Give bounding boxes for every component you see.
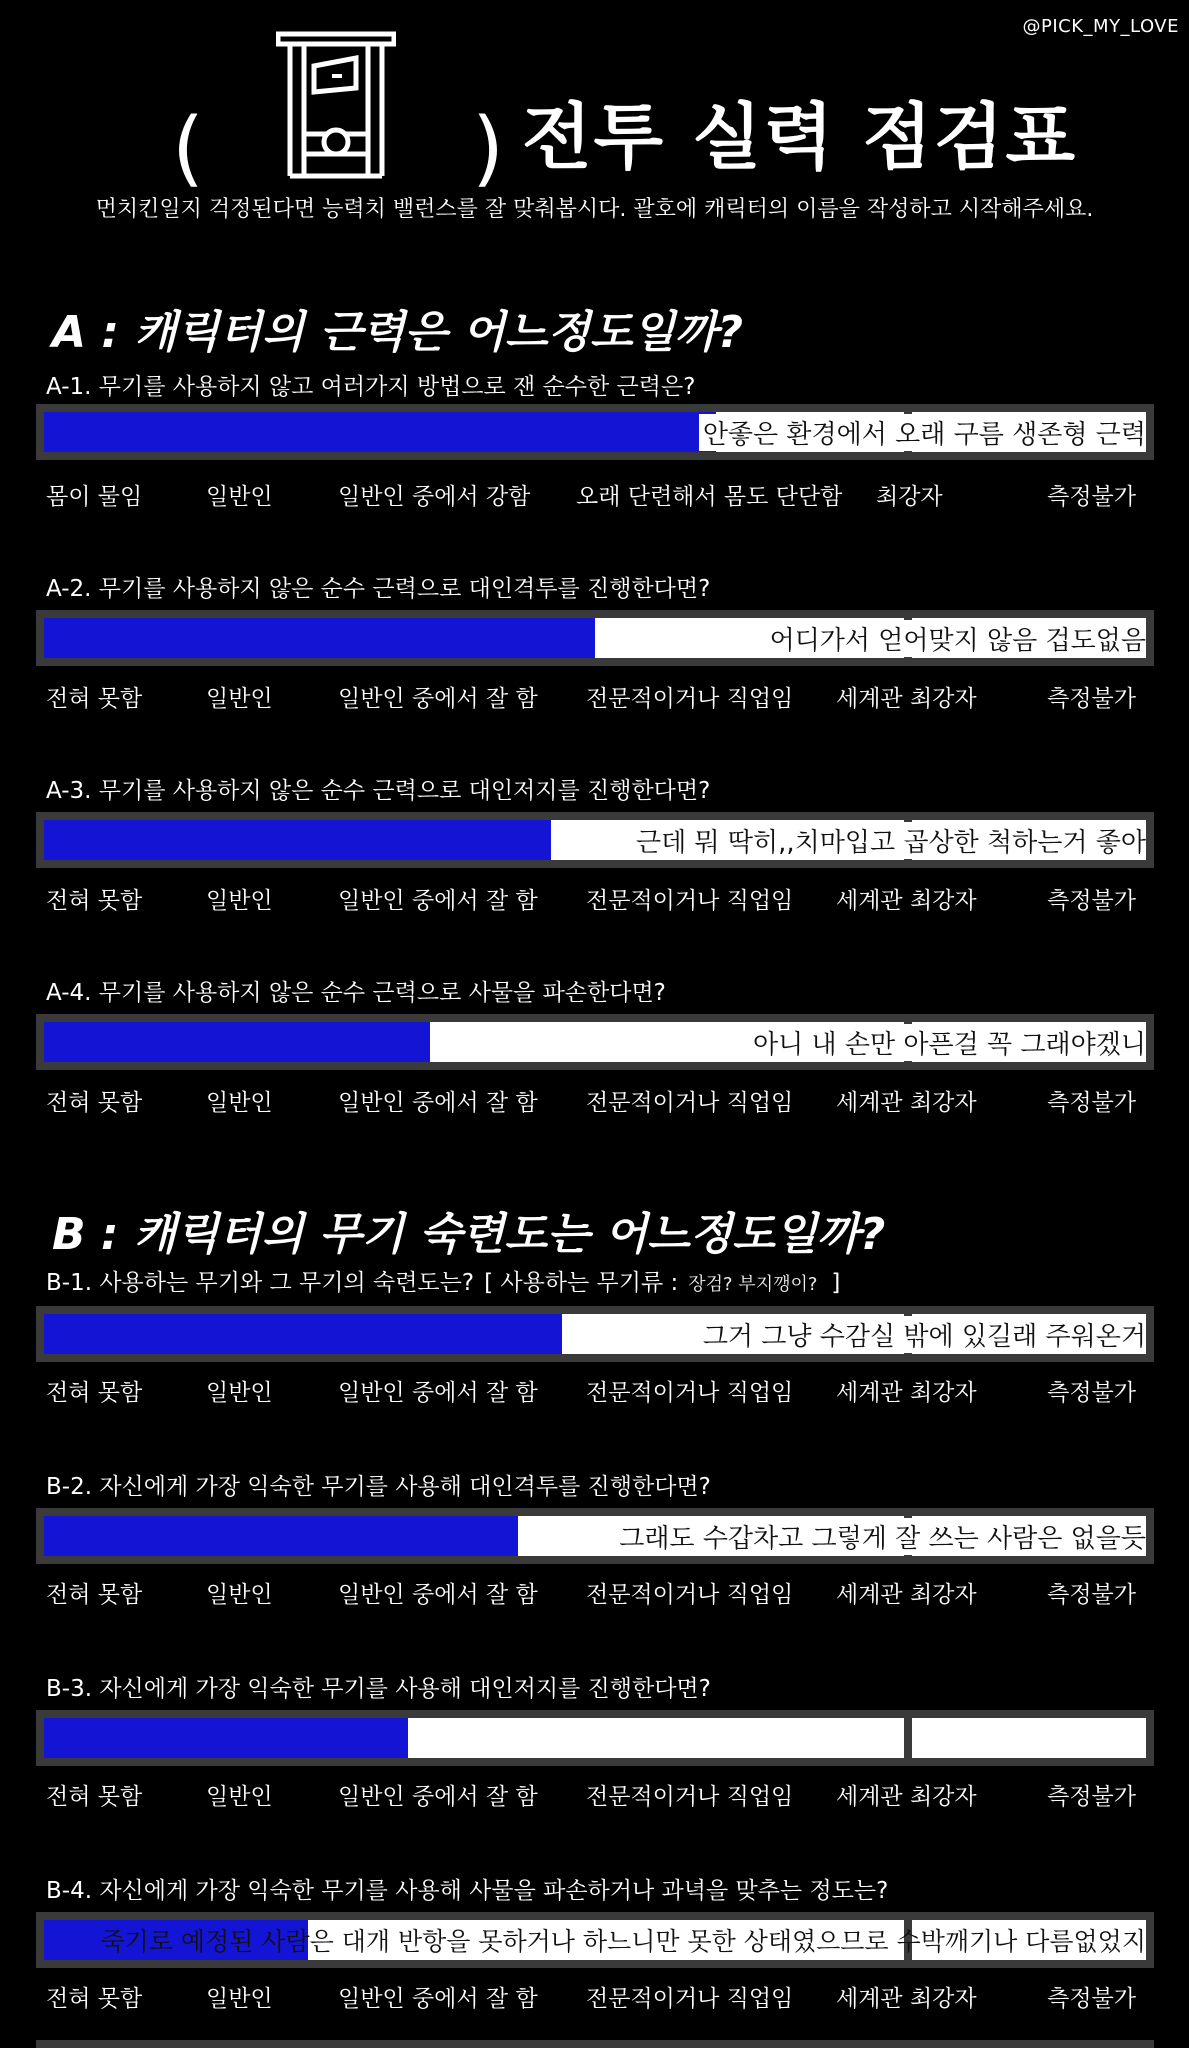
weapon-label: [ 사용하는 무기류 : (484, 1270, 679, 1296)
section-b-title: B : 캐릭터의 무기 숙련도는 어느정도일까? (52, 1209, 886, 1260)
scale-label: 전문적이거나 직업임 (586, 1986, 794, 2012)
scale-label: 측정불가 (1047, 888, 1136, 914)
answer-text: 안좋은 환경에서 오래 구름 생존형 근력 (699, 404, 1146, 460)
scale-b4 (46, 1980, 1136, 2014)
page-subtitle: 먼치킨일지 걱정된다면 능력치 밸런스를 잘 맞춰봅시다. 괄호에 캐릭터의 이름을 작성하고 시작해주세요. (95, 197, 1094, 222)
bar-a2[interactable] (36, 610, 1154, 666)
answer-text: 근데 뭐 딱히,,치마입고 곱상한 척하는거 좋아 (632, 812, 1146, 868)
scale-label: 전혀 못함 (46, 686, 143, 712)
bar-a4[interactable] (36, 1014, 1154, 1070)
question-b3: B-3. 자신에게 가장 익숙한 무기를 사용해 대인저지를 진행한다면? (46, 1676, 711, 1702)
scale-label: 일반인 (206, 484, 273, 510)
scale-label: 세계관 최강자 (836, 888, 977, 914)
scale-label: 세계관 최강자 (836, 1784, 977, 1810)
scale-label: 전혀 못함 (46, 1380, 143, 1406)
scale-label: 세계관 최강자 (836, 1986, 977, 2012)
bar-a3[interactable] (36, 812, 1154, 868)
scale-a4 (46, 1084, 1136, 1118)
scale-label: 일반인 (206, 1784, 273, 1810)
question-b4: B-4. 자신에게 가장 익숙한 무기를 사용해 사물을 파손하거나 과녁을 맞추는 정도는? (46, 1878, 889, 1904)
scale-a2 (46, 680, 1136, 714)
answer-text: 그래도 수갑차고 그렇게 잘 쓰는 사람은 없을듯 (615, 1508, 1146, 1564)
scale-label: 전혀 못함 (46, 1582, 143, 1608)
scale-label: 전문적이거나 직업임 (586, 1582, 794, 1608)
scale-label: 전문적이거나 직업임 (586, 686, 794, 712)
bar-b3[interactable] (36, 1710, 1154, 1766)
scale-label: 전문적이거나 직업임 (586, 888, 794, 914)
scale-label: 세계관 최강자 (836, 1090, 977, 1116)
scale-label: 측정불가 (1047, 1582, 1136, 1608)
scale-b1 (46, 1374, 1136, 1408)
bar-fill (44, 820, 551, 860)
paren-close: ) (472, 101, 504, 196)
paren-open: ( (172, 101, 204, 196)
weapon-value[interactable]: 장검? 부지깽이? (688, 1274, 818, 1295)
bar-b4[interactable] (36, 1912, 1154, 1968)
bar-b2[interactable] (36, 1508, 1154, 1564)
scale-label: 일반인 (206, 1090, 273, 1116)
question-b1: B-1. 사용하는 무기와 그 무기의 숙련도는? [ 사용하는 무기류 : 장검? 부지깽이? ] (46, 1270, 841, 1296)
scale-label: 일반인 (206, 1582, 273, 1608)
scale-b3 (46, 1778, 1136, 1812)
scale-label: 일반인 중에서 잘 함 (338, 1582, 538, 1608)
scale-label: 일반인 (206, 1986, 273, 2012)
question-a3: A-3. 무기를 사용하지 않은 순수 근력으로 대인저지를 진행한다면? (46, 778, 711, 804)
bottom-bar-edge (36, 2040, 1154, 2048)
bar-a1[interactable] (36, 404, 1154, 460)
scale-label: 측정불가 (1047, 1090, 1136, 1116)
scale-label: 세계관 최강자 (836, 1582, 977, 1608)
scale-label: 일반인 중에서 잘 함 (338, 1986, 538, 2012)
bar-fill (44, 1718, 408, 1758)
bar-track (44, 1718, 1146, 1758)
answer-text (1142, 1710, 1146, 1766)
bar-fill (44, 412, 716, 452)
scale-label: 전혀 못함 (46, 1090, 143, 1116)
scale-label: 일반인 중에서 잘 함 (338, 1784, 538, 1810)
bar-fill (44, 1022, 430, 1062)
bar-fill (44, 618, 595, 658)
bar-fill (44, 1314, 562, 1354)
scale-label: 일반인 (206, 1380, 273, 1406)
scale-a3 (46, 882, 1136, 916)
scale-label: 측정불가 (1047, 1986, 1136, 2012)
page-title: 전투 실력 점검표 (522, 95, 1077, 179)
answer-text: 아니 내 손만 아픈걸 꼭 그래야겠니 (749, 1014, 1146, 1070)
scale-label: 일반인 (206, 686, 273, 712)
scale-label: 전혀 못함 (46, 888, 143, 914)
scale-label: 일반인 (206, 888, 273, 914)
answer-text: 죽기로 예정된 사람은 대개 반항을 못하거나 하느니만 못한 상태였으므로 수박깨기나 다름없었지 (100, 1927, 1146, 1956)
scale-label: 전혀 못함 (46, 1986, 143, 2012)
question-a4: A-4. 무기를 사용하지 않은 순수 근력으로 사물을 파손한다면? (46, 980, 666, 1006)
scale-label: 일반인 중에서 강함 (338, 484, 531, 510)
scale-label: 세계관 최강자 (836, 1380, 977, 1406)
scale-label: 측정불가 (1047, 1380, 1136, 1406)
scale-label: 측정불가 (1047, 484, 1136, 510)
bar-fill (44, 1516, 518, 1556)
question-a1: A-1. 무기를 사용하지 않고 여러가지 방법으로 잰 순수한 근력은? (46, 374, 696, 400)
answer-text: 그거 그냥 수감실 밖에 있길래 주워온거 (699, 1306, 1146, 1362)
scale-label: 최강자 (876, 484, 943, 510)
scale-label: 전혀 못함 (46, 1784, 143, 1810)
section-a-title: A : 캐릭터의 근력은 어느정도일까? (52, 307, 743, 358)
bar-divider (904, 1710, 912, 1766)
scale-label: 측정불가 (1047, 1784, 1136, 1810)
header (0, 20, 1189, 196)
scale-label: 일반인 중에서 잘 함 (338, 1090, 538, 1116)
scale-label: 전문적이거나 직업임 (586, 1784, 794, 1810)
scale-label: 몸이 물임 (46, 484, 143, 510)
guillotine-icon (276, 30, 396, 180)
watermark: @PICK_MY_LOVE (1022, 16, 1179, 37)
scale-label: 전문적이거나 직업임 (586, 1090, 794, 1116)
scale-label: 일반인 중에서 잘 함 (338, 888, 538, 914)
answer-text: 어디가서 얻어맞지 않음 겁도없음 (766, 610, 1146, 666)
scale-label: 일반인 중에서 잘 함 (338, 686, 538, 712)
question-a2: A-2. 무기를 사용하지 않은 순수 근력으로 대인격투를 진행한다면? (46, 576, 711, 602)
scale-label: 세계관 최강자 (836, 686, 977, 712)
question-b2: B-2. 자신에게 가장 익숙한 무기를 사용해 대인격투를 진행한다면? (46, 1474, 711, 1500)
scale-b2 (46, 1576, 1136, 1610)
scale-label: 측정불가 (1047, 686, 1136, 712)
bar-b1[interactable] (36, 1306, 1154, 1362)
scale-label: 전문적이거나 직업임 (586, 1380, 794, 1406)
scale-a1 (46, 478, 1136, 512)
scale-label: 일반인 중에서 잘 함 (338, 1380, 538, 1406)
scale-label: 오래 단련해서 몸도 단단함 (576, 484, 843, 510)
weapon-close: ] (831, 1270, 841, 1296)
